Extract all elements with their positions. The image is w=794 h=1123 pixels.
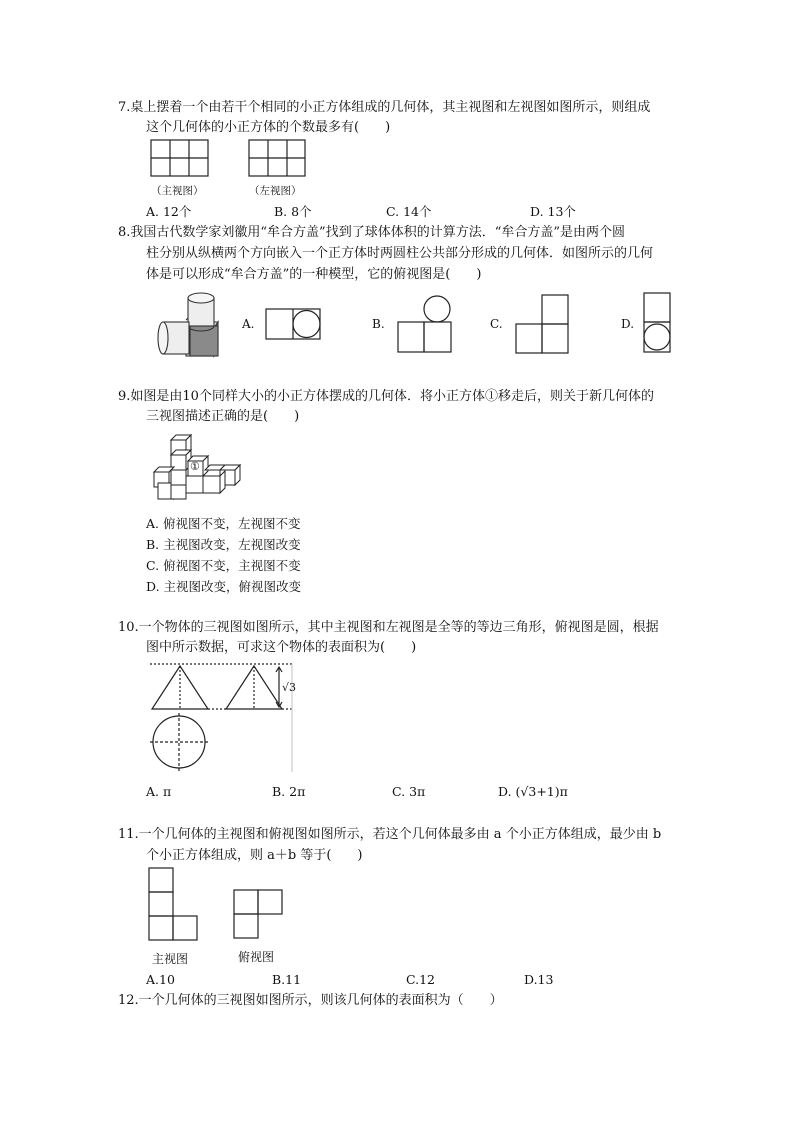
q7-option-b: B. 8个 [274,204,312,219]
q12-line1: 12.一个几何体的三视图如图所示，则该几何体的表面积为（ ） [118,993,503,1008]
q11-top-view [234,890,282,938]
q9-line1: 9.如图是由10个同样大小的小正方体摆成的几何体．将小正方体①移走后，则关于新几何体的 [118,389,654,404]
q11-option-b: B.11 [272,972,302,987]
q9-line2: 三视图描述正确的是( ) [146,409,300,424]
q8-label-b: B. [372,317,385,331]
q11-option-d: D.13 [524,972,554,987]
q11-option-c: C.12 [406,972,435,987]
q9-option-d: D. 主视图改变，俯视图改变 [146,579,302,594]
q11-line2: 个小正方体组成，则 a＋b 等于( ) [146,848,363,863]
q10-dimension-label: √3 [282,681,297,694]
q8-label-d: D. [621,317,635,331]
q7-option-c: C. 14个 [386,204,432,219]
q11-caption-top: 俯视图 [238,950,275,964]
q7-caption-left: （左视图） [249,185,302,197]
q7-line1: 7.桌上摆着一个由若干个相同的小正方体组成的几何体，其主视图和左视图如图所示，则组成 [118,100,651,115]
q11-line1: 11.一个几何体的主视图和俯视图如图所示，若这个几何体最多由 a 个小正方体组成，最少由 b [118,827,662,842]
q11-caption-front: 主视图 [152,952,189,966]
q8-label-a: A. [242,317,255,331]
q8-label-c: C. [490,317,503,331]
q10-option-c: C. 3π [392,784,426,799]
q10-option-a: A. π [146,784,172,799]
q9-option-a: A. 俯视图不变，左视图不变 [146,516,301,531]
q9-option-b: B. 主视图改变，左视图改变 [146,537,301,552]
q7-caption-front: （主视图） [151,185,204,197]
q10-line1: 10.一个物体的三视图如图所示，其中主视图和左视图是全等的等边三角形，俯视图是圆，根据 [118,620,659,635]
q9-option-c: C. 俯视图不变，主视图不变 [146,558,301,573]
q8-line1: 8.我国古代数学家刘徽用“牟合方盖”找到了球体体积的计算方法．“牟合方盖”是由两个圆 [118,225,625,240]
q9-marker: ① [190,460,200,473]
q10-option-b: B. 2π [272,784,306,799]
q11-front-view [149,868,197,940]
q8-line2: 柱分别从纵横两个方向嵌入一个正方体时两圆柱公共部分形成的几何体．如图所示的几何 [146,246,654,261]
q8-line3: 体是可以形成“牟合方盖”的一种模型，它的俯视图是( ) [146,267,482,282]
q10-option-d: D. (√3+1)π [498,784,568,799]
q7-line2: 这个几何体的小正方体的个数最多有( ) [146,120,391,135]
q10-line2: 图中所示数据，可求这个物体的表面积为( ) [146,640,417,655]
q11-option-a: A.10 [146,972,175,987]
q7-option-d: D. 13个 [530,204,576,219]
q7-option-a: A. 12个 [146,204,192,219]
